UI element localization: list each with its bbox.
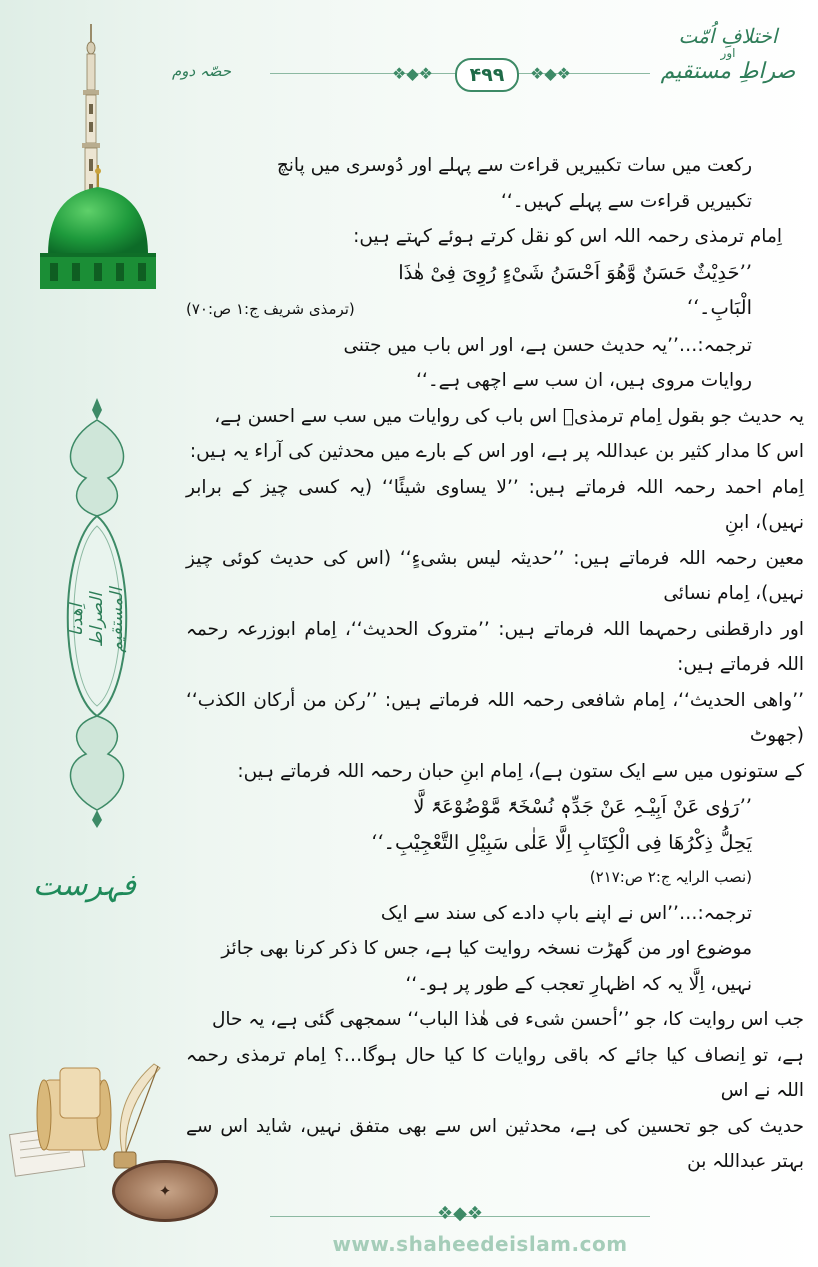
arabic-quote-line: یَحِلُّ ذِکْرُھَا فِی الْکِتَابِ اِلَّا عَلٰی سَبِیْلِ التَّعْجِیْبِ۔‘‘ [371,830,752,854]
arabic-quote-line: ’’رَوٰی عَنْ اَبِیْـہِ عَنْ جَدِّہٖ نُسْخَۃً مَّوْضُوْعَۃً لَّا [413,795,752,818]
footer-ornament: ❖◆❖ [436,1203,484,1224]
text-line: اِمام ترمذی رحمہ اللہ اس کو نقل کرتے ہوئے کہتے ہیں: [353,226,782,247]
arabic-quote-line: الْبَابِ۔‘‘ [686,296,752,319]
website-url[interactable]: www.shaheedeislam.com [332,1232,628,1256]
text-line: کے ستونوں میں سے ایک ستون ہے)، اِمام ابنِ حبان رحمہ اللہ فرماتے ہیں: [237,760,804,782]
text-line: تکبیریں قراءت سے پہلے کہیں۔‘‘ [500,190,752,212]
text-line: معین رحمہ اللہ فرماتے ہیں: ’’حدیثہ لیس بشیءٍ‘‘ (اس کی حدیث کوئی چیز نہیں)، اِمام نسائی [186,547,804,604]
text-line: اِمام احمد رحمہ اللہ فرماتے ہیں: ’’لا یساوی شیئًا‘‘ (یہ کسی چیز کے برابر نہیں)، ابنِ [186,476,804,533]
text-line: ہے، تو اِنصاف کیا جائے کہ باقی روایات کا کیا حال ہوگا…؟ اِمام ترمذی رحمہ اللہ نے اس [186,1044,804,1101]
text-line: اس کا مدار کثیر بن عبداللہ پر ہے، اور اس کے بارے میں محدثین کی آراء یہ ہیں: [189,441,804,462]
text-line: اور دارقطنی رحمہما اللہ فرماتے ہیں: ’’متروک الحدیث‘‘، اِمام ابوزرعہ رحمہ اللہ فرماتے ہیں: [186,618,804,675]
page-number-badge: ۴۹۹ [455,58,519,92]
text-line: جب اس روایت کا، جو ’’أحسن شیء فی ھٰذا الباب‘‘ سمجھی گئی ہے، یہ حال [211,1009,804,1030]
book-title-line1: اختلافِ اُمّت [678,24,778,48]
translation-line: روایات مروی ہیں، ان سب سے اچھی ہے۔‘‘ [416,370,752,391]
reference-citation: (ترمذی شریف ج:۱ ص:۷۰) [186,300,355,318]
translation-line: نہیں، اِلَّا یہ کہ اظہارِ تعجب کے طور پر ہو۔‘‘ [405,973,752,995]
header-ornament-left: ❖◆❖ [392,64,433,83]
text-line: ’’واھی الحدیث‘‘، اِمام شافعی رحمہ اللہ فرماتے ہیں: ’’رکن من أرکان الکذب‘‘ (جھوٹ [186,689,804,746]
translation-line: ترجمہ:…’’یہ حدیث حسن ہے، اور اس باب میں جتنی [343,334,752,356]
text-line: حدیث کی جو تحسین کی ہے، محدثین اس سے بھی متفق نہیں، شاید اس سے بہتر عبداللہ بن [186,1115,804,1172]
book-title-line3: صراطِ مستقیم [660,58,796,84]
translation-line: موضوع اور من گھڑت نسخہ روایت کیا ہے، جس کا ذکر کرنا بھی جائز [221,938,752,959]
green-dome-illustration [28,165,168,295]
logo-seal: ✦ [112,1160,218,1222]
reference-citation: (نصب الرایہ ج:۲ ص:۲۱۷) [589,868,752,886]
book-title [658,26,798,83]
book-title-line2: اور [720,46,736,60]
arabic-quote-line: ’’حَدِیْثٌ حَسَنٌ وَّھُوَ اَحْسَنُ شَیْءٍ رُوِیَ فِیْ ھٰذَا [398,260,752,284]
main-text [186,148,804,1180]
translation-line: ترجمہ:…’’اس نے اپنے باپ دادے کی سند سے ایک [380,902,752,924]
header-ornament-right: ❖◆❖ [530,64,571,83]
section-label: حصّہ دوم [172,62,232,80]
side-calligraphy: اِھدنا الصراط المستقیم [67,587,127,653]
text-line: رکعت میں سات تکبیریں قراءت سے پہلے اور دُوسری میں پانچ [276,155,752,176]
text-line: یہ حدیث جو بقول اِمام ترمذیؒ اس باب کی روایات میں سب سے احسن ہے، [214,405,804,427]
text-line-with-reference [186,290,804,328]
index-link[interactable]: فہرست [32,868,136,903]
